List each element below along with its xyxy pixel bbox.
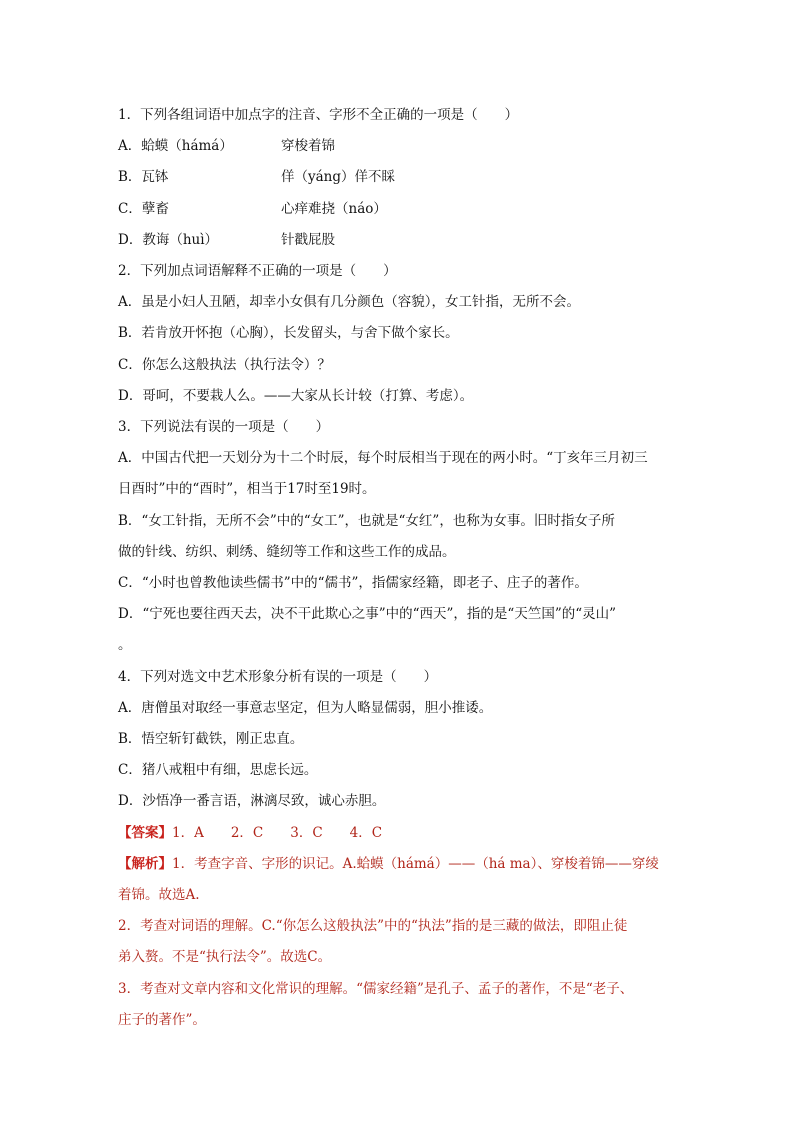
q3-option-b-line-2: 做的针线、纺织、刺绣、缝纫等工作和这些工作的成品。 [118,543,456,560]
q4-option-d: D．沙悟净一番言语，淋漓尽致，诚心赤胆。 [118,793,386,810]
answer-text: 1．A 2．C 3．C 4．C [172,824,383,841]
analysis-line-6: 庄子的著作”。 [118,1011,206,1028]
analysis-line-2: 着锦。故选A. [118,887,200,904]
q2-option-a: A．虽是小妇人丑陋，却幸小女俱有几分颜色（容貌），女工针指，无所不会。 [118,294,580,311]
question-2-stem: 2．下列加点词语解释不正确的一项是（ ） [118,263,397,280]
q1-option-a [118,131,688,162]
question-3-stem: 3．下列说法有误的一项是（ ） [118,419,330,436]
analysis-text-1: 1．考查字音、字形的识记。A.蛤蟆（hámá）——（há ma）、穿梭着锦——穿绫 [172,855,659,872]
analysis-line-4: 弟入赘。不是“执行法令”。故选C。 [118,949,332,966]
question-4-stem: 4．下列对选文中艺术形象分析有误的一项是（ ） [118,668,438,685]
q2-option-c: C．你怎么这般执法（执行法令）？ [118,356,331,373]
q1-option-b [118,162,688,193]
question-1-stem: 1．下列各组词语中加点字的注音、字形不全正确的一项是（ ） [118,107,519,123]
q3-option-b-line-1: B．“女工针指，无所不会”中的“女工”，也就是“女红”，也称为女事。旧时指女子所 [118,512,615,529]
q3-option-a-line-1: A．中国古代把一天划分为十二个时辰，每个时辰相当于现在的两小时。“丁亥年三月初三 [118,450,648,467]
q2-option-d: D．哥呵，不要栽人么。——大家从长计较（打算、考虑）。 [118,387,474,404]
analysis-line-1 [118,849,688,880]
analysis-line-3: 2．考查对词语的理解。C.“你怎么这般执法”中的“执法”指的是三藏的做法，即阻止徒 [118,918,628,935]
q1-option-d-right: 针戳屁股 [281,231,335,248]
q3-option-a-line-2: 日酉时”中的“酉时”，相当于17时至19时。 [118,481,376,498]
q1-option-d [118,225,688,256]
q3-option-d-line-2: 。 [118,637,132,654]
q1-option-a-right: 穿梭着锦 [281,138,335,155]
q2-option-b: B．若肯放开怀抱（心胸），长发留头，与舍下做个家长。 [118,325,459,342]
q1-option-d-left: D．教诲（huì） [118,231,219,248]
document-page [118,100,688,1036]
q4-option-b: B．悟空斩钉截铁，刚正忠直。 [118,731,304,748]
q1-option-c-left: C．孽畜 [118,200,169,217]
q3-option-d-line-1: D．“宁死也要往西天去，决不干此欺心之事”中的“西天”，指的是“天竺国”的“灵山” [118,606,617,623]
q1-option-a-left: A．蛤蟆（hámá） [118,138,233,155]
q3-option-c-line-1: C．“小时也曾教他读些儒书”中的“儒书”，指儒家经籍，即老子、庄子的著作。 [118,575,588,592]
answer-block [118,818,688,849]
analysis-line-5: 3．考查对文章内容和文化常识的理解。“儒家经籍”是孔子、孟子的著作，不是“老子、 [118,980,634,997]
q1-option-b-left: B．瓦钵 [118,169,169,186]
q1-option-c [118,194,688,225]
answer-tag: 【答案】 [118,824,172,841]
q1-option-b-right: 佯（yáng）佯不睬 [281,169,396,186]
analysis-tag: 【解析】 [118,855,172,872]
q4-option-a: A．唐僧虽对取经一事意志坚定，但为人略显儒弱，胆小推诿。 [118,699,493,716]
q1-option-c-right: 心痒难挠（náo） [281,200,387,217]
q4-option-c: C．猪八戒粗中有细，思虑长远。 [118,762,318,779]
